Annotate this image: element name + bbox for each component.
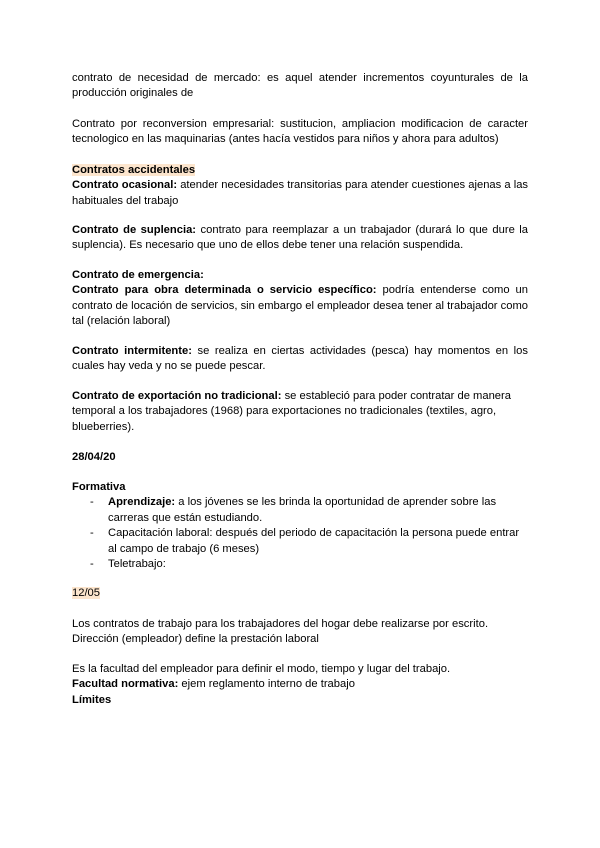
- list-item: [72, 557, 528, 572]
- highlighted-heading: Contratos accidentales: [72, 164, 196, 176]
- definition-intermitente: se realiza en ciertas actividades (pesca) hay momentos en los cuales hay veda y no se puede pescar.: [72, 345, 528, 373]
- definition-exportacion: se estableció para poder contratar de manera temporal a los trabajadores (1968) para exportaciones no tradicionales (textiles, agro, blueberries).: [72, 390, 511, 433]
- section-accidentales: [72, 163, 528, 209]
- paragraph-obra: [72, 283, 528, 329]
- definition-capacitacion: Capacitación laboral: después del periodo de capacitación la persona puede entrar al campo de trabajo (6 meses): [108, 527, 520, 555]
- term-suplencia: Contrato de suplencia:: [72, 224, 197, 236]
- paragraph-facultad: Es la facultad del empleador para definir el modo, tiempo y lugar del trabajo.: [72, 663, 451, 675]
- term-exportacion: Contrato de exportación no tradicional:: [72, 390, 282, 402]
- limites-label: Límites: [72, 693, 112, 706]
- definition-obra: podría entenderse como un contrato de locación de servicios, sin embargo el empleador desea tener al trabajador como tal (relación laboral): [72, 284, 528, 328]
- paragraph-exportacion: [72, 389, 528, 435]
- section-formativa: [72, 480, 528, 572]
- term-aprendizaje: Aprendizaje:: [108, 496, 176, 509]
- term-normativa: Facultad normativa:: [72, 678, 179, 691]
- definition-suplencia: contrato para reemplazar a un trabajador (durará lo que dure la suplencia). Es necesario que uno de ellos debe tener una relación suspendida.: [72, 224, 529, 252]
- date-heading-12-05: [72, 586, 528, 601]
- paragraph-ocasional: [72, 178, 528, 209]
- section-hogar: [72, 617, 528, 648]
- term-intermitente: Contrato intermitente:: [72, 345, 192, 357]
- list-item: [72, 495, 528, 526]
- list-item: [72, 526, 528, 557]
- formativa-list: [72, 495, 528, 572]
- paragraph-hogar: Los contratos de trabajo para los trabajadores del hogar debe realizarse por escrito.: [72, 618, 489, 630]
- highlighted-date: 12/05: [72, 587, 100, 599]
- heading-formativa: [72, 480, 528, 495]
- date-label: 28/04/20: [72, 451, 116, 463]
- paragraph-direccion: Dirección (empleador) define la prestación laboral: [72, 633, 319, 646]
- section-facultad: [72, 662, 528, 708]
- term-emergencia: Contrato de emergencia:: [72, 269, 204, 281]
- heading-contratos-accidentales: [72, 163, 528, 178]
- date-heading-28-04: [72, 450, 528, 465]
- definition-teletrabajo: Teletrabajo:: [108, 558, 166, 571]
- paragraph-intermitente: [72, 344, 528, 375]
- definition-normativa: ejem reglamento interno de trabajo: [178, 678, 355, 691]
- paragraph-normativa: [72, 677, 528, 692]
- paragraph-necesidad-mercado: contrato de necesidad de mercado: es aquel atender incrementos coyunturales de la producción originales de: [72, 72, 528, 100]
- term-obra: Contrato para obra determinada o servicio específico:: [72, 284, 377, 297]
- term-ocasional: Contrato ocasional:: [72, 179, 178, 192]
- definition-aprendizaje: a los jóvenes se les brinda la oportunidad de aprender sobre las carreras que están estudiando.: [108, 496, 497, 524]
- paragraph-suplencia: [72, 223, 528, 254]
- formativa-label: Formativa: [72, 481, 126, 493]
- definition-ocasional: atender necesidades transitorias para atender cuestiones ajenas a las habituales del trabajo: [72, 179, 529, 207]
- heading-limites: [72, 693, 528, 708]
- paragraph-reconversion: Contrato por reconversion empresarial: sustitucion, ampliacion modificacion de caracter tecnologico en las maquinarias (antes hacía vestidos para niños y ahora para adultos): [72, 118, 528, 146]
- heading-emergencia: [72, 268, 528, 283]
- section-emergencia: [72, 268, 528, 330]
